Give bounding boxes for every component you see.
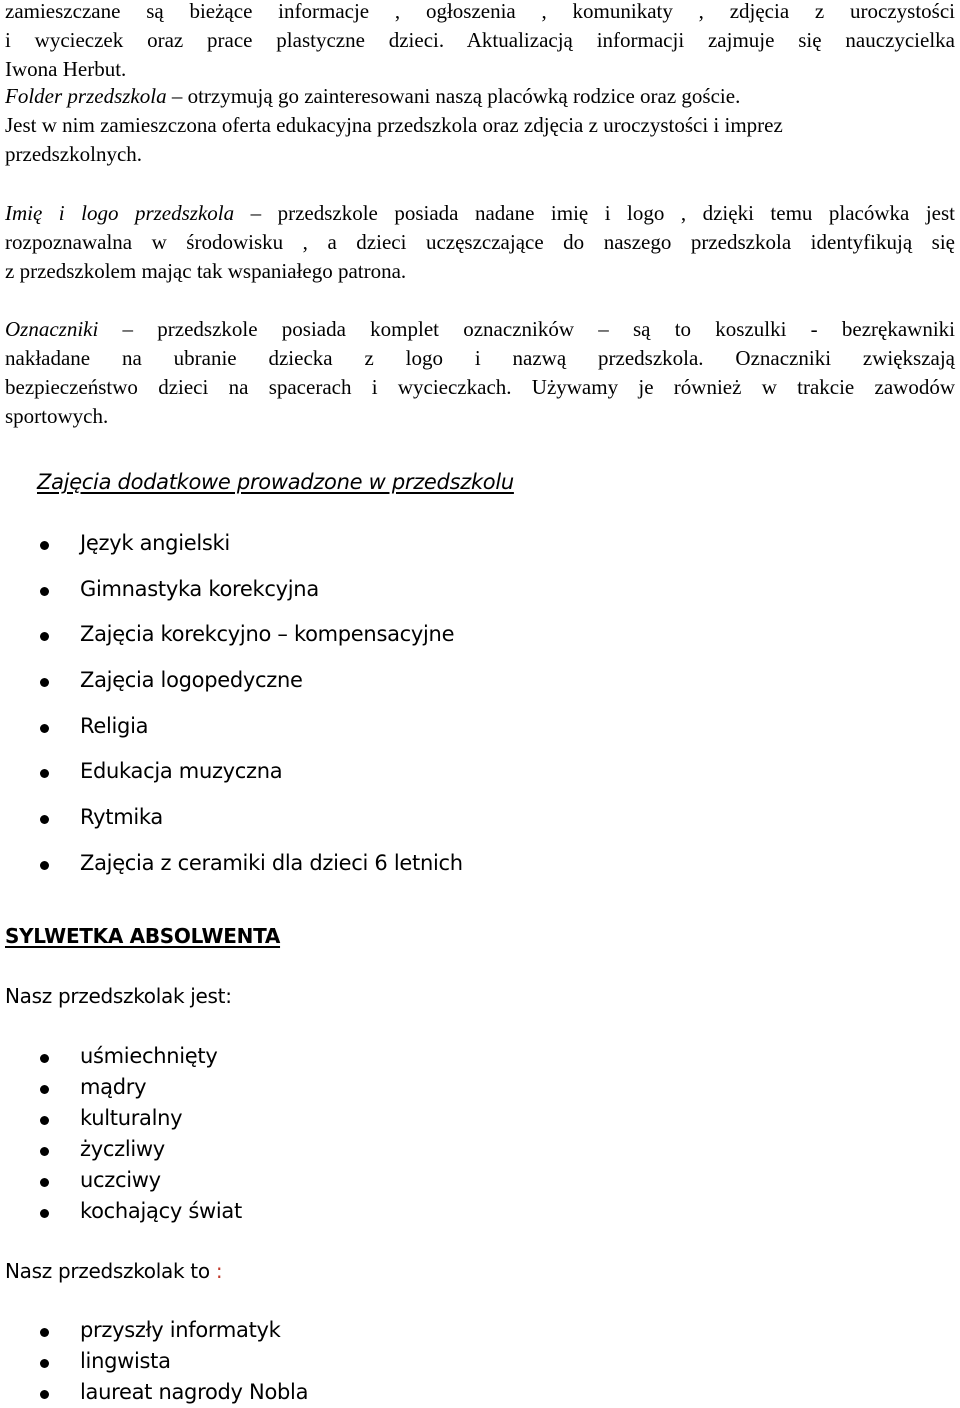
paragraph-website-info (5, 0, 955, 84)
paragraph-name-logo (5, 199, 955, 286)
bullet-dot (40, 1085, 49, 1094)
bullet-dot (40, 1054, 49, 1063)
colon-accent: : (215, 1259, 223, 1283)
list-item-label: kochający świat (80, 1199, 242, 1223)
list-item-label: laureat nagrody Nobla (80, 1380, 309, 1404)
bullet-dot (40, 1116, 49, 1125)
list-item-label: kulturalny (80, 1106, 183, 1130)
paragraph-folder (5, 82, 955, 169)
paragraph-line-rest: – przedszkole posiada nadane imię i logo , dzięki temu placówka jest (234, 201, 955, 225)
paragraph-line: przedszkolnych. (5, 142, 143, 166)
paragraph-line: nakładane na ubranie dziecka z logo i nazwą przedszkola. Oznaczniki zwiększają (5, 346, 955, 370)
list-item-label: Zajęcia korekcyjno – kompensacyjne (80, 622, 455, 646)
bullet-dot (40, 724, 49, 733)
bullet-dot (40, 1359, 49, 1368)
bullet-dot (40, 678, 49, 687)
profile-future-intro (5, 1259, 222, 1283)
bullet-dot (40, 1328, 49, 1337)
list-item-label: mądry (80, 1075, 147, 1099)
list-item-label: Rytmika (80, 805, 163, 829)
paragraph-line: z przedszkolem mając tak wspaniałego patrona. (5, 259, 407, 283)
profile-intro: Nasz przedszkolak jest: (5, 984, 232, 1008)
list-item-label: Gimnastyka korekcyjna (80, 577, 319, 601)
paragraph-line: i wycieczek oraz prace plastyczne dzieci. Aktualizacją informacji zajmuje się nauczycielka (5, 28, 955, 52)
paragraph-oznaczniki (5, 315, 955, 431)
term-oznaczniki: Oznaczniki (5, 317, 99, 341)
term-name-logo: Imię i logo przedszkola (5, 201, 235, 225)
activities-heading: Zajęcia dodatkowe prowadzone w przedszkolu (37, 470, 514, 494)
bullet-dot (40, 587, 49, 596)
list-item-label: Język angielski (80, 531, 230, 555)
list-item-label: życzliwy (80, 1137, 165, 1161)
bullet-dot (40, 861, 49, 870)
paragraph-line: bezpieczeństwo dzieci na spacerach i wycieczkach. Używamy je również w trakcie zawodów (5, 375, 955, 399)
paragraph-line: rozpoznawalna w środowisku , a dzieci uczęszczające do naszego przedszkola identyfikują się (5, 230, 955, 254)
bullet-dot (40, 769, 49, 778)
term-folder: Folder przedszkola (5, 84, 167, 108)
bullet-dot (40, 1178, 49, 1187)
paragraph-line (5, 82, 955, 111)
paragraph-line: sportowych. (5, 404, 109, 428)
list-item-label: uśmiechnięty (80, 1044, 218, 1068)
bullet-dot (40, 1209, 49, 1218)
list-item-label: przyszły informatyk (80, 1318, 281, 1342)
list-item-label: Religia (80, 714, 149, 738)
bullet-dot (40, 815, 49, 824)
profile-heading: SYLWETKA ABSOLWENTA (5, 924, 281, 948)
list-item-label: uczciwy (80, 1168, 161, 1192)
bullet-dot (40, 1390, 49, 1399)
paragraph-line-rest: – otrzymują go zainteresowani naszą placówką rodzice oraz goście. (166, 84, 741, 108)
bullet-dot (40, 632, 49, 641)
list-item-label: Zajęcia logopedyczne (80, 668, 303, 692)
paragraph-line: Iwona Herbut. (5, 57, 127, 81)
bullet-dot (40, 541, 49, 550)
bullet-dot (40, 1147, 49, 1156)
list-item-label: Zajęcia z ceramiki dla dzieci 6 letnich (80, 851, 463, 875)
list-item-label: lingwista (80, 1349, 171, 1373)
paragraph-line: zamieszczane są bieżące informacje , ogłoszenia , komunikaty , zdjęcia z uroczystości (5, 0, 955, 23)
paragraph-line-rest: – przedszkole posiada komplet oznaczników – są to koszulki - bezrękawniki (98, 317, 955, 341)
paragraph-line (5, 199, 955, 228)
profile-future-intro-text: Nasz przedszkolak to (5, 1259, 216, 1283)
paragraph-line: Jest w nim zamieszczona oferta edukacyjna przedszkola oraz zdjęcia z uroczystości i imprez (5, 113, 783, 137)
paragraph-line (5, 315, 955, 344)
list-item-label: Edukacja muzyczna (80, 759, 283, 783)
